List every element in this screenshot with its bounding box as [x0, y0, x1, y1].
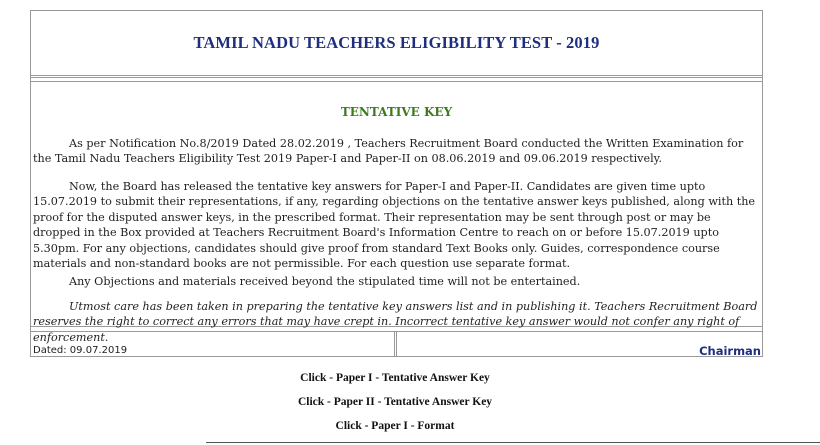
paper-2-answer-key-link[interactable]: Click - Paper II - Tentative Answer Key	[297, 396, 493, 408]
chairman-signature: Chairman	[699, 344, 761, 358]
page-title: TAMIL NADU TEACHERS ELIGIBILITY TEST - 2019	[193, 33, 600, 52]
notice-frame	[30, 10, 763, 357]
notice-footer	[31, 331, 762, 356]
page-header	[31, 11, 762, 78]
footer-date-cell	[31, 332, 397, 357]
notice-paragraph-notification: As per Notification No.8/2019 Dated 28.02.2019 , Teachers Recruitment Board conducted the Written Examination for the Tamil Nadu Teachers Eligibility Test 2019 Paper-I and Paper-II on 08.06.2019 and 09.06.2019 respectively.	[33, 137, 744, 166]
notice-paragraph-disclaimer: Utmost care has been taken in preparing the tentative key answers list and in publishing it. Teachers Recruitment Board reserves the right to correct any errors that may have crept in. Incorrect tentative key answer would not confer any right of enforcement.	[33, 300, 758, 344]
notice-content	[31, 81, 762, 344]
dated-text: Dated: 09.07.2019	[33, 345, 128, 356]
page-bottom-divider	[206, 442, 820, 443]
paper-1-format-link[interactable]: Click - Paper I - Format	[335, 420, 455, 432]
notice-paragraph-key-release: Now, the Board has released the tentative key answers for Paper-I and Paper-II. Candidates are given time upto 15.07.2019 to submit their representations, if any, regarding objections on the tentative answer keys published, along with the proof for the disputed answer keys, in the prescribed format. Their representation may be sent through post or may be dropped in the Box provided at Teachers Recruitment Board's Information Centre to reach on or before 15.07.2019 upto 5.30pm. For any objections, candidates should give proof from standard Text Books only. Guides, correspondence course materials and non-standard books are not permissible. For each question use separate format.	[33, 180, 756, 271]
paper-1-answer-key-link[interactable]: Click - Paper I - Tentative Answer Key	[300, 372, 490, 384]
notice-paragraph-objections: Any Objections and materials received beyond the stipulated time will not be entertained.	[69, 275, 581, 288]
notice-heading: TENTATIVE KEY	[340, 105, 453, 119]
